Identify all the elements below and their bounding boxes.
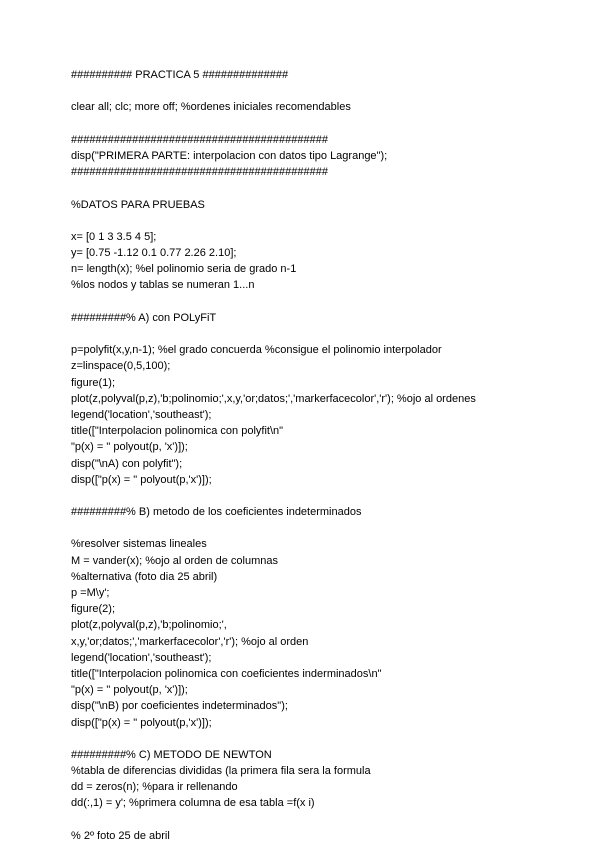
code-line: %alternativa (foto dia 25 abril) bbox=[71, 570, 218, 583]
code-line: ########################################## bbox=[71, 166, 328, 179]
code-line: plot(z,polyval(p,z),'b;polinomio;',x,y,'or;datos;','markerfacecolor','r'); %ojo al ordenes bbox=[71, 392, 476, 405]
code-line: %los nodos y tablas se numeran 1...n bbox=[71, 279, 255, 292]
code-line: M = vander(x); %ojo al orden de columnas bbox=[71, 554, 278, 567]
code-line: legend('location','southeast'); bbox=[71, 651, 212, 664]
code-line: disp("PRIMERA PARTE: interpolacion con datos tipo Lagrange"); bbox=[71, 149, 388, 162]
code-line: ########## PRACTICA 5 ############## bbox=[71, 69, 289, 81]
code-line: p=polyfit(x,y,n-1); %el grado concuerda %consigue el polinomio interpolador bbox=[71, 344, 442, 357]
code-line: p =M\y'; bbox=[71, 587, 110, 599]
code-line: legend('location','southeast'); bbox=[71, 408, 212, 421]
code-listing bbox=[71, 67, 581, 844]
code-line: disp("\nB) por coeficientes indeterminados"); bbox=[71, 700, 288, 713]
code-line: %DATOS PARA PRUEBAS bbox=[71, 198, 205, 211]
code-line: n= length(x); %el polinomio seria de grado n-1 bbox=[71, 263, 297, 276]
code-line bbox=[71, 731, 581, 747]
code-line: figure(2); bbox=[71, 603, 116, 616]
code-line bbox=[71, 812, 581, 828]
code-line: disp("\nA) con polyfit"); bbox=[71, 457, 183, 470]
code-line: plot(z,polyval(p,z),'b;polinomio;', bbox=[71, 619, 227, 632]
code-line bbox=[71, 83, 581, 99]
code-line: x,y,'or;datos;','markerfacecolor','r'); %ojo al orden bbox=[71, 635, 309, 648]
code-line bbox=[71, 488, 581, 504]
code-line: disp(["p(x) = " polyout(p,'x')]); bbox=[71, 473, 212, 486]
code-line bbox=[71, 294, 581, 310]
code-line: x= [0 1 3 3.5 4 5]; bbox=[71, 230, 157, 243]
code-line: dd(:,1) = y'; %primera columna de esa tabla =f(x i) bbox=[71, 797, 315, 810]
code-line: "p(x) = " polyout(p, 'x')]); bbox=[71, 684, 188, 697]
code-line: title(["Interpolacion polinomica con coeficientes inderminados\n" bbox=[71, 667, 382, 680]
code-line: ########################################## bbox=[71, 133, 328, 146]
code-line: % 2º foto 25 de abril bbox=[71, 829, 170, 842]
code-line bbox=[71, 180, 581, 196]
code-line: figure(1); bbox=[71, 376, 116, 389]
code-line: y= [0.75 -1.12 0.1 0.77 2.26 2.10]; bbox=[71, 247, 237, 260]
code-line: %tabla de diferencias divididas (la primera fila sera la formula bbox=[71, 765, 371, 778]
code-line bbox=[71, 213, 581, 229]
code-line: "p(x) = " polyout(p, 'x')]); bbox=[71, 441, 188, 454]
code-line: %resolver sistemas lineales bbox=[71, 538, 207, 551]
code-line: dd = zeros(n); %para ir rellenando bbox=[71, 781, 238, 794]
code-line: clear all; clc; more off; %ordenes iniciales recomendables bbox=[71, 101, 351, 114]
code-line: #########% C) METODO DE NEWTON bbox=[71, 748, 272, 761]
code-line: #########% A) con POLyFiT bbox=[71, 311, 217, 324]
code-line bbox=[71, 116, 581, 132]
code-line: title(["Interpolacion polinomica con polyfit\n" bbox=[71, 425, 284, 438]
code-line: z=linspace(0,5,100); bbox=[71, 360, 171, 373]
code-line bbox=[71, 520, 581, 536]
code-line: #########% B) metodo de los coeficientes indeterminados bbox=[71, 506, 362, 519]
code-line bbox=[71, 326, 581, 342]
code-line: disp(["p(x) = " polyout(p,'x')]); bbox=[71, 716, 212, 729]
